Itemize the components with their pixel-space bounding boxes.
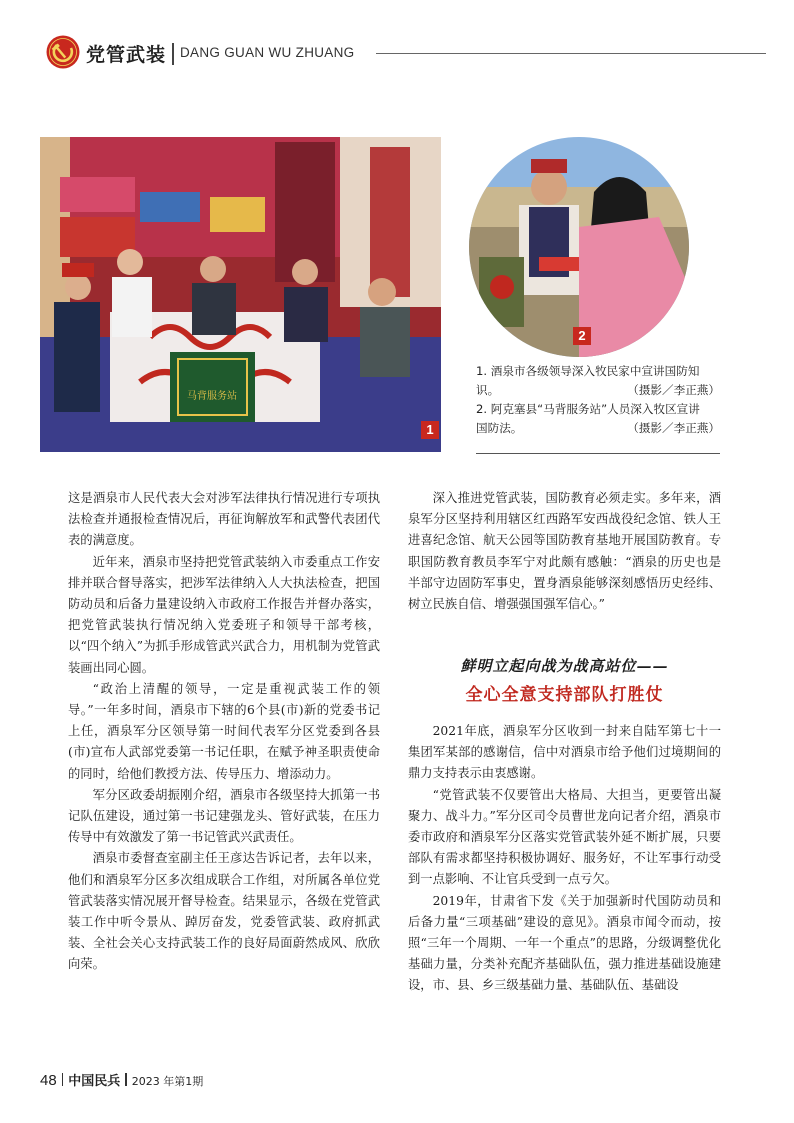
header-rule <box>376 53 766 54</box>
magazine-name: 中国民兵 <box>68 1074 121 1089</box>
banner-text: 马背服务站 <box>187 391 237 402</box>
paragraph: 深入推进党管武装，国防教育必须走实。多年来，酒泉军分区坚持利用辖区红西路军安西战役纪念馆、铁人王进喜纪念馆、航天公园等国防教育基地开展国防教育。专职国防教育教员李军宁对此颇有感触：“酒泉的历史也是半部守边固防军事史，置身酒泉能够深刻感悟历史经纬、树立民族自信、增强强国强军信心。” <box>408 491 721 612</box>
photo-number: 2 <box>573 327 591 345</box>
caption-text: 识。 <box>476 383 500 397</box>
photo-number: 1 <box>421 421 439 439</box>
caption-line <box>476 362 720 381</box>
issue-label: 2023 年第1期 <box>131 1075 204 1088</box>
paragraph: 酒泉市委督查室副主任王彦达告诉记者，去年以来，他们和酒泉军分区多次组成联合工作组，对所属各单位党管武装落实情况展开督导检查。结果显示，各级在党管武装工作中听令景从、踔厉奋发，党委管武装、政府抓武装、全社会关心支持武装工作的良好局面蔚然成风、欣欣向荣。 <box>68 851 380 972</box>
caption-rule <box>476 453 720 454</box>
footer-divider <box>62 1073 64 1086</box>
page-header <box>46 34 766 74</box>
caption-line <box>476 381 720 400</box>
photo-herder-outreach <box>469 137 689 357</box>
paragraph: 近年来，酒泉市坚持把党管武装纳入市委重点工作安排并联合督导落实，把涉军法律纳入人大执法检查，把国防动员和后备力量建设纳入市政府工作报告并督办落实，把党管武装执行情况纳入党委班子和领导干部考核，以“四个纳入”为抓手形成管武兴武合力，用机制为党管武装画出同心圆。 <box>68 554 380 675</box>
caption-line <box>476 419 720 438</box>
paragraph: 这是酒泉市人民代表大会对涉军法律执行情况进行专项执法检查并通报检查情况后，再征询解放军和武警代表团代表的满意度。 <box>68 491 380 548</box>
yurt-meeting-image <box>40 137 441 452</box>
caption-text: 国防法。 <box>476 421 523 435</box>
right-column-top <box>408 488 721 615</box>
footer-divider <box>125 1073 127 1086</box>
paragraph: 军分区政委胡振刚介绍，酒泉市各级坚持大抓第一书记队伍建设，通过第一书记建强龙头、管好武装，在压力传导中有效激发了第一书记管武兴武责任。 <box>68 787 380 845</box>
paragraph: 2019年，甘肃省下发《关于加强新时代国防动员和后备力量“三项基础”建设的意见》。酒泉市闻令而动，按照“三年一个周期、一年一个重点”的思路，分级调整优化基础力量，分类补充配齐基础队伍，强力推进基础设施建设，市、县、乡三级基础力量、基础队伍、基础设 <box>408 893 721 993</box>
page-number: 48 <box>40 1072 57 1089</box>
page-footer <box>40 1070 203 1090</box>
subheading-line2: 全心全意支持部队打胜仗 <box>465 685 664 705</box>
paragraph: 2021年底，酒泉军分区收到一封来自陆军第七十一集团军某部的感谢信，信中对酒泉市给予他们过境期间的鼎力支持表示由衷感谢。 <box>408 724 721 781</box>
photo-yurt-meeting <box>40 137 441 452</box>
paragraph: “政治上清醒的领导，一定是重视武装工作的领导。”一年多时间，酒泉市下辖的6个县(市)新的党委书记上任，酒泉军分区领导第一时间代表军分区党委到各县(市)宣布人武部党委第一书记任职，在赋予神圣职责使命的同时，给他们教授方法、传导压力、增添动力。 <box>68 681 380 781</box>
photo-credit: （摄影／李正燕） <box>627 383 720 397</box>
section-pinyin: DANG GUAN WU ZHUANG <box>180 45 355 60</box>
photo-credit: （摄影／李正燕） <box>627 421 720 435</box>
right-column-bottom <box>408 721 721 997</box>
paragraph: “党管武装不仅要管出大格局、大担当，更要管出凝聚力、战斗力。”军分区司令员曹世龙向记者介绍，酒泉市委市政府和酒泉军分区落实党管武装外延不断扩展，只要部队有需求都坚持积极协调好、服务好，不让军事行动受到一点影响、不让官兵受到一点亏欠。 <box>408 787 721 887</box>
subheading-line1: 鲜明立起向战为战高站位—— <box>460 657 669 675</box>
header-divider <box>172 43 174 65</box>
left-column <box>68 488 380 976</box>
caption-line <box>476 400 720 419</box>
herder-outreach-image <box>469 137 689 357</box>
party-emblem-icon <box>46 35 80 69</box>
caption-text: 1. 酒泉市各级领导深入牧民家中宣讲国防知 <box>476 364 700 378</box>
section-title: 党管武装 <box>86 44 167 66</box>
photo-captions <box>476 362 720 438</box>
caption-text: 2. 阿克塞县“马背服务站”人员深入牧区宣讲 <box>476 402 700 416</box>
